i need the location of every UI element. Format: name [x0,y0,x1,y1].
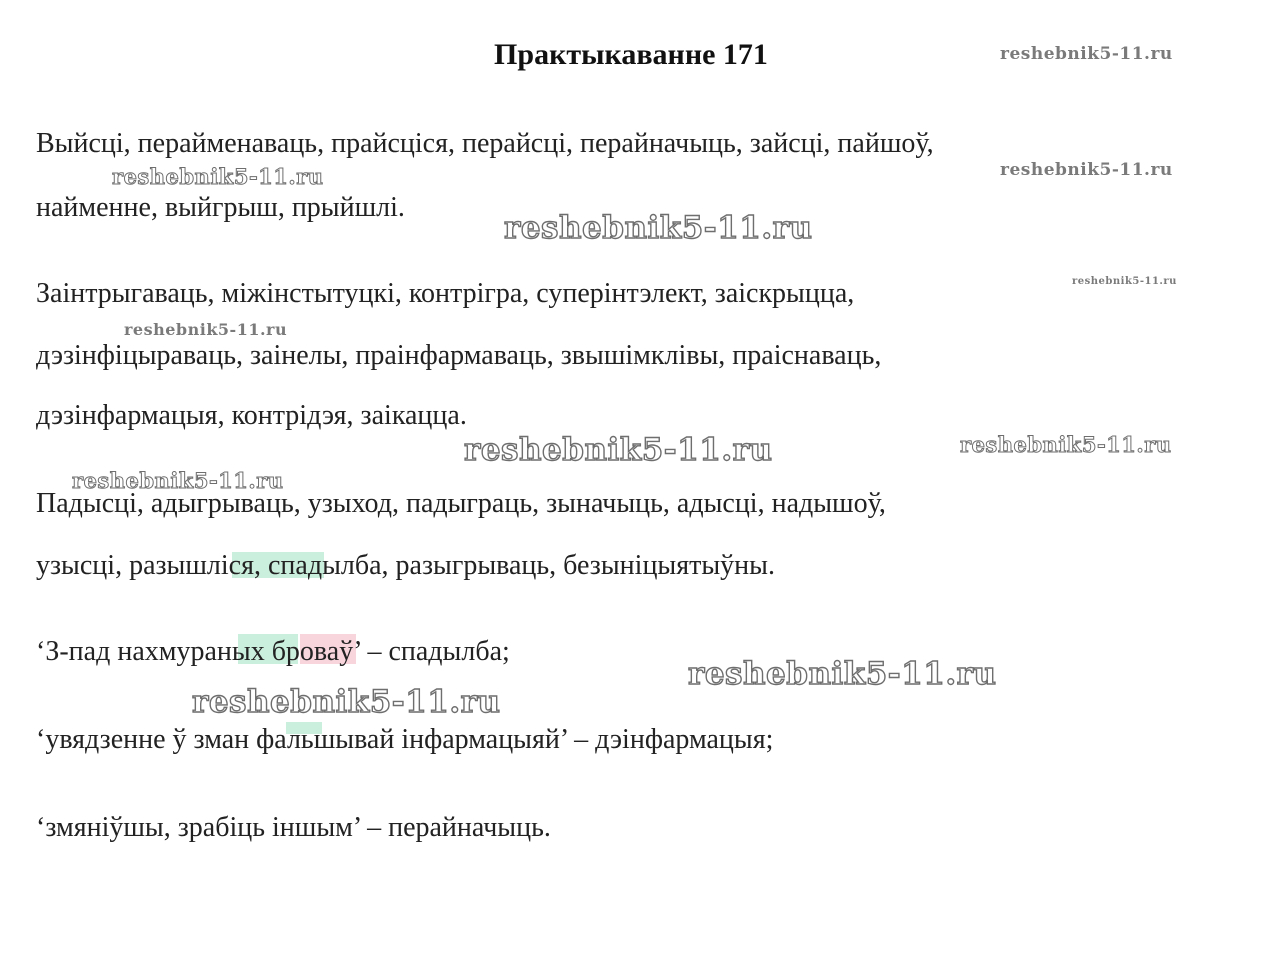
watermark: reshebnik5-11.ru [112,164,324,189]
text-line: ‘змяніўшы, зрабіць іншым’ – перайначыць. [36,812,551,843]
watermark: reshebnik5-11.ru [688,656,997,692]
watermark: reshebnik5-11.ru [1000,44,1173,64]
text-line: найменне, выйгрыш, прыйшлі. [36,192,405,223]
watermark: reshebnik5-11.ru [1000,160,1173,180]
watermark: reshebnik5-11.ru [504,210,813,246]
text-line: дэзінфармацыя, контрідэя, заікацца. [36,400,467,431]
watermark: reshebnik5-11.ru [1072,276,1177,287]
text-line: дэзінфіцыраваць, заінелы, праінфармаваць, звышімклівы, праіснаваць, [36,340,882,371]
watermark: reshebnik5-11.ru [192,684,501,720]
watermark: reshebnik5-11.ru [464,432,773,468]
watermark: reshebnik5-11.ru [72,468,284,493]
text-line: ‘увядзенне ў зман фальшывай інфармацыяй’ – дэінфармацыя; [36,724,774,755]
text-line: Падысці, адыгрываць, узыход, падыграць, зыначыць, адысці, надышоў, [36,488,886,519]
text-line: узысці, разышліся, спадылба, разыгрываць, безыніцыятыўны. [36,550,775,581]
watermark: reshebnik5-11.ru [124,320,288,339]
text-line: Выйсці, перайменаваць, прайсціся, перайсці, перайначыць, зайсці, пайшоў, [36,128,934,159]
text-line: ‘З-пад нахмураных броваў’ – спадылба; [36,636,510,667]
page-title: Практыкаванне 171 [494,38,768,71]
watermark: reshebnik5-11.ru [960,432,1172,457]
text-line: Заінтрыгаваць, міжінстытуцкі, контрігра, суперінтэлект, заіскрыцца, [36,278,855,309]
